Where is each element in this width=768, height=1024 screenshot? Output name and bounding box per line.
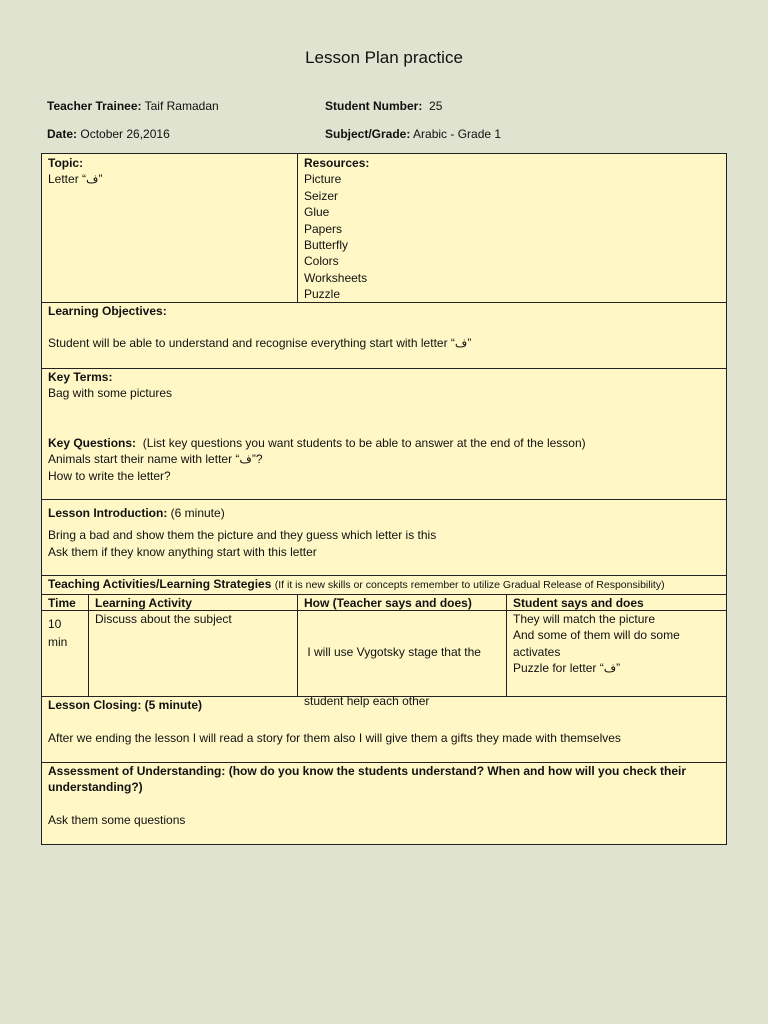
activities-label: Teaching Activities/Learning Strategies <box>48 577 272 591</box>
assessment-label: understanding?) <box>48 780 143 795</box>
introduction-label: Lesson Introduction: <box>48 506 168 520</box>
date-value: October 26,2016 <box>80 127 170 141</box>
key-questions-line <box>48 435 724 451</box>
resource-item: Colors <box>304 254 339 269</box>
closing-text: After we ending the lesson I will read a story for them also I will give them a gifts they made with themselves <box>48 731 621 746</box>
resource-item: Picture <box>304 172 342 187</box>
key-questions-label: Key Questions: <box>48 435 137 450</box>
objectives-text: Student will be able to understand and recognise everything start with letter “ف” <box>48 336 472 351</box>
student-line: Puzzle for letter “ف” <box>513 661 621 676</box>
key-questions-hint: (List key questions you want students to be able to answer at the end of the lesson) <box>142 435 586 450</box>
resource-item: Seizer <box>304 188 339 203</box>
activities-header <box>48 576 724 593</box>
introduction-cell <box>48 505 720 560</box>
time-line: 10 <box>48 617 62 631</box>
student-number-value: 25 <box>429 99 443 113</box>
topic-value: Letter “ف” <box>48 172 103 187</box>
resources-label: Resources: <box>304 156 370 170</box>
key-terms-text: Bag with some pictures <box>48 386 173 401</box>
teacher-label: Teacher Trainee: <box>47 99 142 113</box>
key-terms-label: Key Terms: <box>48 370 113 384</box>
lesson-plan-table <box>41 153 727 845</box>
student-number-line <box>325 98 442 114</box>
student-line: And some of them will do some <box>513 628 680 643</box>
divider <box>42 499 726 500</box>
resource-item: Puzzle <box>304 287 341 302</box>
key-question-item: How to write the letter? <box>48 468 171 483</box>
key-terms-cell <box>48 369 724 484</box>
resources-cell <box>304 155 714 303</box>
teacher-value: Taif Ramadan <box>144 99 219 113</box>
closing-label: Lesson Closing: (5 minute) <box>48 698 203 712</box>
student-line: activates <box>513 644 561 659</box>
time-line: min <box>48 635 68 649</box>
assessment-text: Ask them some questions <box>48 812 186 827</box>
topic-label: Topic: <box>48 156 84 170</box>
how-line: I will use Vygotsky stage that the <box>304 644 481 659</box>
introduction-line: Bring a bad and show them the picture and they guess which letter is this <box>48 528 437 543</box>
assessment-cell <box>48 763 724 828</box>
row-time <box>48 615 86 651</box>
subject-line <box>325 126 501 142</box>
date-label: Date: <box>47 127 78 141</box>
how-line: student help each other <box>304 694 430 709</box>
activities-hint: (If it is new skills or concepts remember to utilize Gradual Release of Responsibility) <box>274 579 665 591</box>
divider <box>297 154 298 302</box>
resource-item: Worksheets <box>304 270 368 285</box>
column-header-student: Student says and does <box>513 596 644 610</box>
introduction-duration: (6 minute) <box>170 506 225 520</box>
row-activity: Discuss about the subject <box>95 612 232 626</box>
objectives-label: Learning Objectives: <box>48 304 167 318</box>
resource-item: Butterfly <box>304 238 349 253</box>
divider <box>506 594 507 696</box>
subject-label: Subject/Grade: <box>325 127 411 141</box>
date-line <box>47 126 170 142</box>
introduction-line: Ask them if they know anything start with this letter <box>48 544 317 559</box>
student-line: They will match the picture <box>513 612 656 626</box>
topic-cell <box>48 155 293 188</box>
teacher-trainee-line <box>47 98 219 114</box>
divider <box>297 594 298 696</box>
column-header-how: How (Teacher says and does) <box>304 596 472 610</box>
row-student <box>513 611 723 677</box>
column-header-activity: Learning Activity <box>95 596 192 610</box>
assessment-label: Assessment of Understanding: (how do you know the students understand? When and how will you check their <box>48 764 687 778</box>
key-question-item: Animals start their name with letter “ف”? <box>48 452 263 467</box>
page-title: Lesson Plan practice <box>305 48 463 67</box>
column-header-time: Time <box>48 596 76 610</box>
resource-item: Papers <box>304 221 343 236</box>
divider <box>88 594 89 696</box>
student-number-label: Student Number: <box>325 99 423 113</box>
closing-cell <box>48 697 724 747</box>
objectives-cell <box>48 303 720 352</box>
subject-value: Arabic - Grade 1 <box>413 127 502 141</box>
resource-item: Glue <box>304 205 330 220</box>
